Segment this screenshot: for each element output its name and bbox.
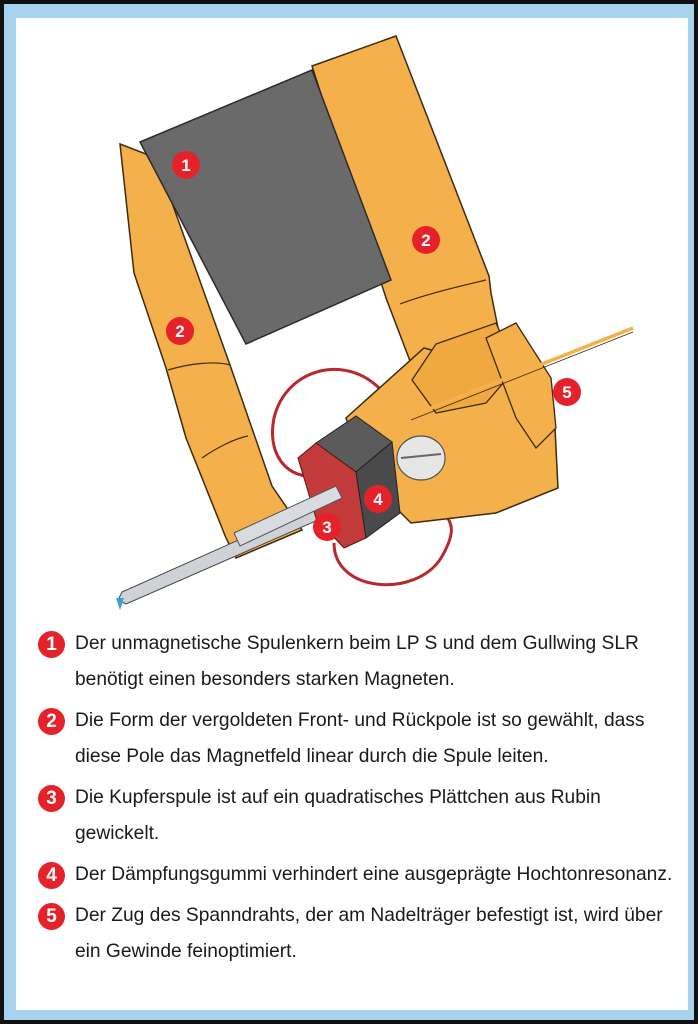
content-panel: [16, 18, 688, 1010]
svg-text:5: 5: [562, 383, 572, 402]
legend-item: [38, 784, 683, 852]
callout-4-badge: [364, 485, 392, 513]
legend-number-badge: 1: [38, 631, 65, 658]
svg-text:3: 3: [322, 518, 332, 537]
callout-2-back-badge: [412, 226, 440, 254]
legend: [38, 630, 683, 979]
legend-item: [38, 630, 683, 698]
callout-3-badge: [313, 513, 341, 541]
legend-number-badge: 2: [38, 708, 65, 735]
legend-text: Der unmagnetische Spulenkern beim LP S und dem Gullwing SLR benötigt einen besonders starken Magneten.: [75, 633, 639, 690]
svg-text:4: 4: [373, 490, 383, 509]
svg-text:2: 2: [421, 231, 431, 250]
callout-2-front-badge: [166, 317, 194, 345]
cartridge-diagram: [16, 18, 688, 618]
legend-item: [38, 707, 683, 775]
legend-item: [38, 861, 683, 893]
legend-number-badge: 5: [38, 903, 65, 930]
svg-text:2: 2: [175, 322, 185, 341]
legend-text: Der Dämpfungsgummi verhindert eine ausgeprägte Hochtonresonanz.: [75, 864, 673, 885]
stylus-tip: [116, 598, 124, 610]
legend-text: Die Kupferspule ist auf ein quadratisches Plättchen aus Rubin gewickelt.: [75, 787, 601, 844]
outer-frame: [4, 4, 694, 1020]
legend-text: Die Form der vergoldeten Front- und Rückpole ist so gewählt, dass diese Pole das Magnetfeld linear durch die Spule leiten.: [75, 710, 645, 767]
callout-5-badge: [553, 378, 581, 406]
svg-text:1: 1: [181, 156, 191, 175]
legend-text: Der Zug des Spanndrahts, der am Nadelträger befestigt ist, wird über ein Gewinde feinoptimiert.: [75, 905, 663, 962]
legend-item: [38, 902, 683, 970]
legend-number-badge: 3: [38, 785, 65, 812]
callout-1-badge: [172, 151, 200, 179]
legend-number-badge: 4: [38, 862, 65, 889]
